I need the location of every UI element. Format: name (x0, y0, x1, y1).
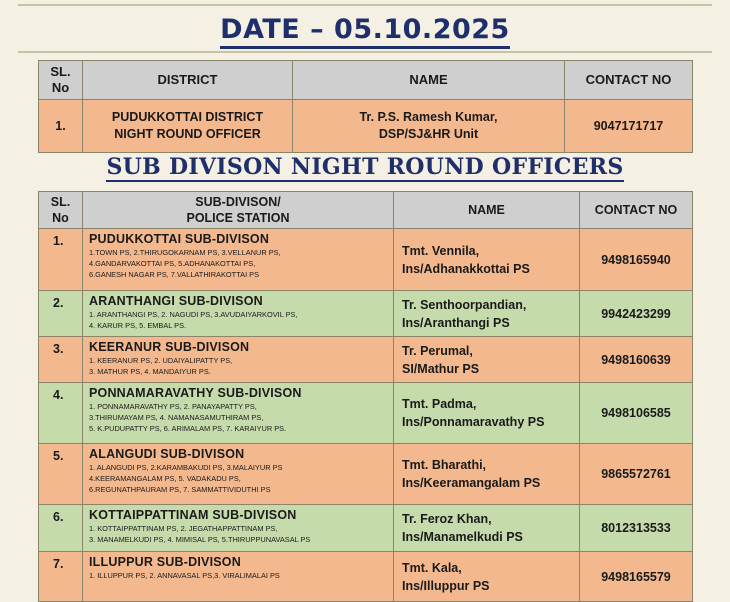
date-title: DATE – 05.10.2025 (0, 14, 730, 45)
row-officer-name: Tr. P.S. Ramesh Kumar, DSP/SJ&HR Unit (293, 100, 565, 153)
row-sl-no: 2. (39, 291, 83, 337)
row-sub-division (83, 552, 394, 602)
police-stations-list: 1. KOTTAIPPATTINAM PS, 2. JEGATHAPPATTINAM PS, 3. MANAMELKUDI PS, 4. MIMISAL PS, 5.THIRUPPUNAVASAL PS (89, 524, 311, 544)
row-contact-no: 9865572761 (580, 444, 693, 505)
row-sub-division (83, 444, 394, 505)
row-sub-division (83, 229, 394, 291)
header-sl-no: SL. No (39, 192, 83, 229)
row-sl-no: 4. (39, 383, 83, 444)
header-name: NAME (394, 192, 580, 229)
row-officer-name: Tr. Senthoorpandian, Ins/Aranthangi PS (394, 291, 580, 337)
table-row (39, 552, 693, 602)
header-sl-no: SL. No (39, 61, 83, 100)
row-sl-no: 1. (39, 229, 83, 291)
header-contact-no: CONTACT NO (565, 61, 693, 100)
row-contact-no: 9498106585 (580, 383, 693, 444)
police-stations-list: 1. ILLUPPUR PS, 2. ANNAVASAL PS,3. VIRALIMALAI PS (89, 571, 280, 580)
row-officer-name: Tmt. Padma, Ins/Ponnamaravathy PS (394, 383, 580, 444)
table-row (39, 337, 693, 383)
sub-division-name: ALANGUDI SUB-DIVISON (89, 447, 245, 461)
police-stations-list: 1. PONNAMARAVATHY PS, 2. PANAYAPATTY PS, 3.THIRUMAYAM PS, 4. NAMANASAMUTHIRAM PS, 5. K.PUDUPATTY PS, 6. ARIMALAM PS, 7. KARAIYUR PS. (89, 402, 287, 433)
table-row (39, 444, 693, 505)
police-stations-list: 1. ALANGUDI PS, 2.KARAMBAKUDI PS, 3.MALAIYUR PS 4.KEERAMANGALAM PS, 5. VADAKADU PS, 6.REGUNATHPAURAM PS, 7. SAMMATTIVIDUTHI PS (89, 463, 283, 494)
sub-division-name: KEERANUR SUB-DIVISON (89, 340, 250, 354)
row-contact-no: 9942423299 (580, 291, 693, 337)
row-district: PUDUKKOTTAI DISTRICT NIGHT ROUND OFFICER (83, 100, 293, 153)
header-sub-division: SUB-DIVISON/ POLICE STATION (83, 192, 394, 229)
sub-division-name: ARANTHANGI SUB-DIVISON (89, 294, 263, 308)
row-sl-no: 7. (39, 552, 83, 602)
sub-division-name: PUDUKKOTTAI SUB-DIVISON (89, 232, 270, 246)
row-sub-division (83, 383, 394, 444)
row-sub-division (83, 291, 394, 337)
row-officer-name: Tr. Perumal, SI/Mathur PS (394, 337, 580, 383)
sub-division-officers-table (38, 191, 693, 602)
row-sl-no: 5. (39, 444, 83, 505)
police-stations-list: 1. ARANTHANGI PS, 2. NAGUDI PS, 3.AVUDAIYARKOVIL PS, 4. KARUR PS, 5. EMBAL PS. (89, 310, 298, 330)
table-row (39, 100, 693, 153)
row-officer-name: Tmt. Vennila, Ins/Adhanakkottai PS (394, 229, 580, 291)
row-sub-division (83, 337, 394, 383)
table-row (39, 383, 693, 444)
sub-division-title: SUB DIVISON NIGHT ROUND OFFICERS (106, 154, 624, 180)
row-sl-no: 6. (39, 505, 83, 552)
row-officer-name: Tmt. Kala, Ins/Illuppur PS (394, 552, 580, 602)
police-stations-list: 1.TOWN PS, 2.THIRUGOKARNAM PS, 3.VELLANUR PS, 4.GANDARVAKOTTAI PS, 5.ADHANAKOTTAI PS, 6.GANESH NAGAR PS, 7.VALLATHIRAKOTTAI PS (89, 248, 281, 279)
row-contact-no: 8012313533 (580, 505, 693, 552)
header-district: DISTRICT (83, 61, 293, 100)
police-stations-list: 1. KEERANUR PS, 2. UDAIYALIPATTY PS, 3. MATHUR PS, 4. MANDAIYUR PS. (89, 356, 233, 376)
table-row (39, 291, 693, 337)
row-contact-no: 9498165940 (580, 229, 693, 291)
district-table-header (39, 61, 693, 100)
table-row (39, 505, 693, 552)
row-contact-no: 9047171717 (565, 100, 693, 153)
sub-division-name: KOTTAIPPATTINAM SUB-DIVISON (89, 508, 297, 522)
title-border-line (18, 51, 712, 53)
sub-table-header (39, 192, 693, 229)
row-officer-name: Tmt. Bharathi, Ins/Keeramangalam PS (394, 444, 580, 505)
row-officer-name: Tr. Feroz Khan, Ins/Manamelkudi PS (394, 505, 580, 552)
row-sl-no: 3. (39, 337, 83, 383)
sub-division-name: PONNAMARAVATHY SUB-DIVISON (89, 386, 302, 400)
row-contact-no: 9498165579 (580, 552, 693, 602)
row-sl-no: 1. (39, 100, 83, 153)
header-name: NAME (293, 61, 565, 100)
sub-division-name: ILLUPPUR SUB-DIVISON (89, 555, 241, 569)
row-sub-division (83, 505, 394, 552)
district-officer-table (38, 60, 693, 153)
top-border-line (18, 4, 712, 6)
table-row (39, 229, 693, 291)
header-contact-no: CONTACT NO (580, 192, 693, 229)
row-contact-no: 9498160639 (580, 337, 693, 383)
